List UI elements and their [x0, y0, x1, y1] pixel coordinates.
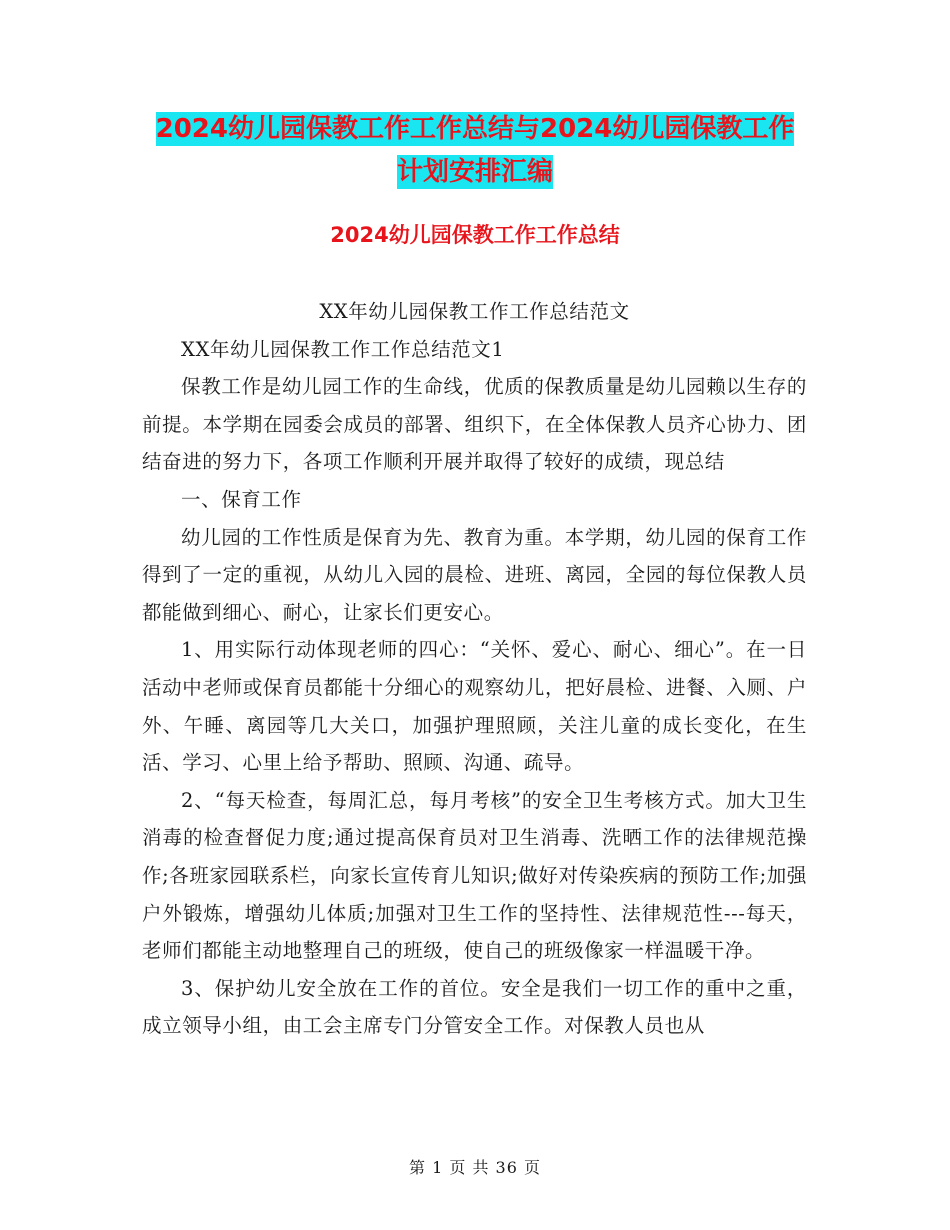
section-title: 2024幼儿园保教工作工作总结: [330, 223, 620, 247]
paragraph: 一、保育工作: [181, 487, 302, 511]
document-title-line2: 计划安排汇编: [396, 157, 553, 187]
document-title: [100, 108, 850, 194]
paragraph: 幼儿园的工作性质是保育为先、教育为重。本学期，幼儿园的保育工作得到了一定的重视，从幼儿入园的晨检、进班、离园，全园的每位保教人员都能做到细心、耐心，让家长们更安心。: [142, 525, 807, 624]
page-footer: 第 1 页 共 36 页: [409, 1158, 541, 1177]
document-title-line1: 2024幼儿园保教工作工作总结与2024幼儿园保教工作: [155, 114, 795, 144]
paragraph: 保教工作是幼儿园工作的生命线，优质的保教质量是幼儿园赖以生存的前提。本学期在园委会成员的部署、组织下，在全体保教人员齐心协力、团结奋进的努力下，各项工作顺利开展并取得了较好的成绩，现总结: [142, 375, 807, 474]
paragraph: 1、用实际行动体现老师的四心：“关怀、爱心、耐心、细心”。在一日活动中老师或保育员都能十分细心的观察幼儿，把好晨检、进餐、入厕、户外、午睡、离园等几大关口，加强护理照顾，关注儿童的成长变化，在生活、学习、心里上给予帮助、照顾、沟通、疏导。: [142, 638, 807, 775]
document-body: [142, 293, 807, 1045]
paragraph: XX年幼儿园保教工作工作总结范文1: [181, 337, 505, 361]
paragraph: 3、保护幼儿安全放在工作的首位。安全是我们一切工作的重中之重，成立领导小组，由工会主席专门分管安全工作。对保教人员也从: [142, 976, 807, 1038]
paragraph: 2、“每天检查，每周汇总，每月考核”的安全卫生考核方式。加大卫生消毒的检查督促力度;通过提高保育员对卫生消毒、洗晒工作的法律规范操作;各班家园联系栏，向家长宣传育儿知识;做好对传染疾病的预防工作;加强户外锻炼，增强幼儿体质;加强对卫生工作的坚持性、法律规范性---每天，老师们都能主动地整理自己的班级，使自己的班级像家一样温暖干净。: [142, 788, 807, 963]
document-subtitle: XX年幼儿园保教工作工作总结范文: [319, 300, 630, 323]
